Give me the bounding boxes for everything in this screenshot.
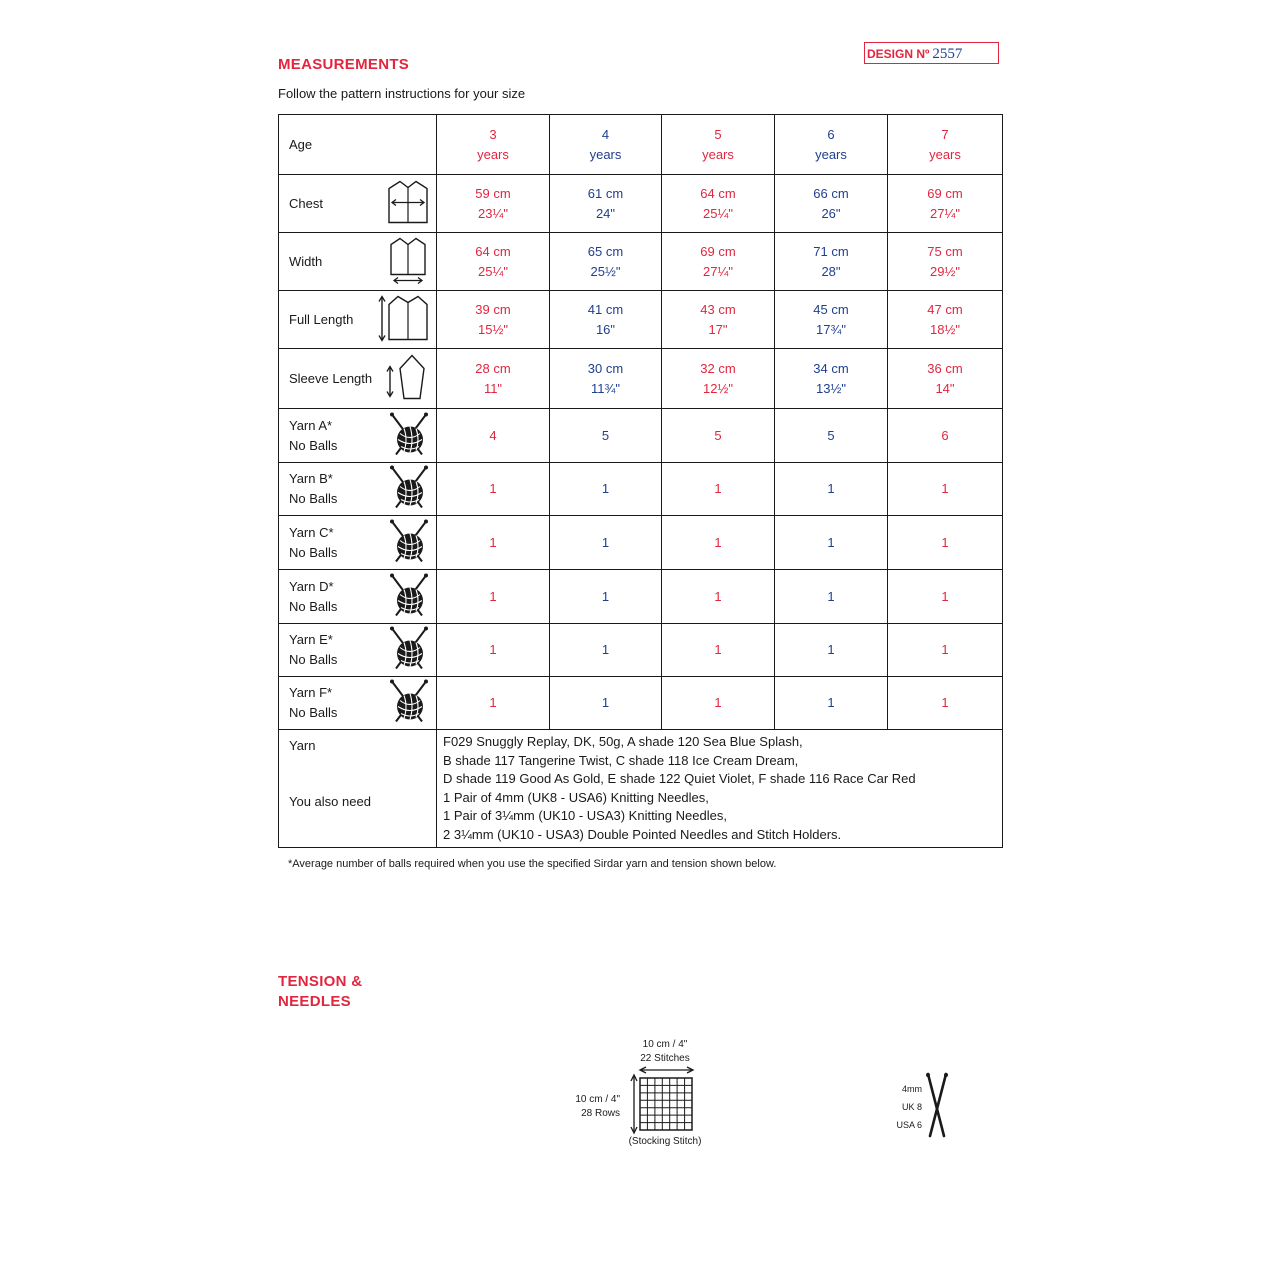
table-row — [279, 115, 1003, 175]
ball-count: 1 — [827, 642, 835, 657]
ball-count-cell — [662, 570, 775, 624]
yarn-name: Yarn A* — [289, 417, 333, 433]
yarn-label — [289, 416, 337, 456]
ball-count: 1 — [489, 642, 497, 657]
yarn-row — [279, 570, 1003, 624]
value-primary: 45 cm — [813, 301, 849, 317]
yarn-name: Yarn E* — [289, 632, 333, 647]
yarn-info-row — [279, 730, 1003, 848]
ball-count-cell — [662, 409, 775, 463]
yarn-label — [289, 683, 337, 723]
ball-count-cell — [662, 677, 775, 730]
value-primary: 41 cm — [587, 301, 624, 317]
swatch-stitches: 22 Stitches — [640, 1053, 690, 1064]
sleeve-length-icon — [384, 352, 430, 405]
row-label-cell — [279, 291, 437, 349]
ball-count-cell — [888, 677, 1003, 730]
value-primary: 36 cm — [927, 360, 963, 376]
value-secondary: 29½" — [930, 263, 960, 279]
ball-count: 1 — [714, 695, 722, 710]
ball-count-cell — [437, 409, 550, 463]
yarn-row — [279, 463, 1003, 516]
ball-count: 1 — [489, 534, 497, 550]
size-value-cell — [437, 233, 550, 291]
yarn-name: Yarn B* — [289, 471, 333, 486]
swatch-width: 10 cm / 4" — [642, 1039, 688, 1050]
size-value-cell — [662, 115, 775, 175]
size-value-cell — [437, 291, 550, 349]
ball-count: 6 — [941, 427, 949, 443]
size-value-cell — [888, 115, 1003, 175]
yarn-label-cell — [279, 624, 437, 677]
row-label: Chest — [289, 195, 323, 211]
size-value-cell — [437, 349, 550, 409]
ball-count-cell — [775, 516, 888, 570]
yarn-info-label-cell — [279, 730, 437, 848]
value-secondary: 27¼" — [930, 205, 960, 221]
table-row — [279, 233, 1003, 291]
yarn-info-line: D shade 119 Good As Gold, E shade 122 Quiet Violet, F shade 116 Race Car Red — [443, 771, 916, 786]
yarn-label — [289, 523, 337, 563]
value-secondary: 27¼" — [703, 263, 733, 279]
table-row — [279, 291, 1003, 349]
value-secondary: 14" — [935, 380, 955, 396]
page-title: MEASUREMENTS — [278, 56, 410, 73]
size-value-cell — [775, 115, 888, 175]
swatch-height: 10 cm / 4" — [575, 1094, 620, 1105]
value-secondary: 23¼" — [478, 205, 508, 221]
tension-swatch-grid-icon — [628, 1066, 698, 1136]
value-secondary: 12½" — [703, 380, 733, 396]
ball-count: 5 — [714, 427, 722, 443]
ball-count: 1 — [489, 481, 497, 496]
ball-count: 1 — [827, 534, 835, 550]
yarn-info-line: F029 Snuggly Replay, DK, 50g, A shade 120 Sea Blue Splash, — [443, 734, 803, 749]
measurements-table — [278, 114, 1003, 848]
also-need-label: You also need — [289, 794, 371, 809]
ball-count-cell — [888, 570, 1003, 624]
ball-count-cell — [550, 624, 662, 677]
yarn-info-line: B shade 117 Tangerine Twist, C shade 118 Ice Cream Dream, — [443, 752, 799, 768]
ball-count-cell — [775, 409, 888, 463]
tension-title-line1: TENSION & — [278, 973, 363, 990]
value-secondary: 13½" — [816, 380, 846, 396]
row-label: Age — [289, 136, 313, 152]
yarn-balls-label: No Balls — [289, 491, 338, 506]
value-secondary: 17¾" — [816, 321, 846, 337]
size-value-cell — [550, 349, 662, 409]
value-primary: 4 — [601, 126, 610, 142]
size-value-cell — [437, 175, 550, 233]
ball-count-cell — [550, 516, 662, 570]
ball-count: 1 — [714, 534, 722, 550]
yarn-info-text — [437, 730, 1003, 848]
value-primary: 39 cm — [475, 301, 511, 317]
ball-count: 1 — [714, 588, 722, 604]
size-value-cell — [662, 349, 775, 409]
yarn-label — [289, 577, 337, 617]
yarn-info-line: 1 Pair of 3¼mm (UK10 - USA3) Knitting Needles, — [443, 808, 727, 823]
ball-count: 1 — [714, 481, 722, 496]
swatch-rows: 28 Rows — [581, 1108, 620, 1119]
table-row — [279, 175, 1003, 233]
value-secondary: years — [815, 146, 847, 162]
ball-count-cell — [437, 463, 550, 516]
ball-count-cell — [775, 677, 888, 730]
value-primary: 65 cm — [587, 243, 624, 259]
cardigan-length-icon — [376, 293, 430, 346]
size-value-cell — [888, 291, 1003, 349]
ball-count-cell — [437, 624, 550, 677]
value-secondary: 26" — [821, 205, 841, 221]
ball-count-cell — [437, 677, 550, 730]
yarn-ball-icon — [388, 572, 430, 621]
ball-count-cell — [775, 624, 888, 677]
design-number-badge — [864, 42, 999, 64]
ball-count: 1 — [601, 481, 610, 496]
ball-count-cell — [550, 463, 662, 516]
yarn-label: Yarn — [289, 738, 316, 753]
yarn-row — [279, 516, 1003, 570]
row-label: Sleeve Length — [289, 370, 373, 386]
size-value-cell — [888, 349, 1003, 409]
page-subtitle: Follow the pattern instructions for your size — [278, 86, 526, 101]
value-primary: 64 cm — [700, 185, 736, 201]
yarn-label-cell — [279, 570, 437, 624]
size-value-cell — [550, 291, 662, 349]
ball-count-cell — [550, 409, 662, 463]
size-value-cell — [775, 233, 888, 291]
value-secondary: years — [702, 146, 734, 162]
needle-usa: USA 6 — [896, 1120, 922, 1130]
ball-count: 1 — [601, 695, 610, 710]
ball-count-cell — [550, 570, 662, 624]
ball-count-cell — [888, 624, 1003, 677]
value-secondary: 25¼" — [478, 263, 508, 279]
value-primary: 75 cm — [927, 243, 963, 259]
yarn-balls-label: No Balls — [289, 437, 338, 453]
ball-count: 5 — [827, 427, 835, 443]
ball-count: 1 — [941, 588, 949, 604]
value-secondary: years — [929, 146, 961, 162]
ball-count-cell — [437, 570, 550, 624]
ball-count: 1 — [941, 642, 949, 657]
ball-count-cell — [662, 624, 775, 677]
yarn-ball-icon — [388, 465, 430, 514]
yarn-ball-icon — [388, 411, 430, 460]
yarn-label-cell — [279, 677, 437, 730]
size-value-cell — [775, 175, 888, 233]
cardigan-width-icon — [386, 236, 430, 287]
ball-count-cell — [437, 516, 550, 570]
row-label-cell — [279, 175, 437, 233]
size-value-cell — [550, 175, 662, 233]
value-secondary: 17" — [708, 321, 728, 337]
value-secondary: 15½" — [478, 321, 508, 337]
value-primary: 59 cm — [475, 185, 511, 201]
ball-count-cell — [550, 677, 662, 730]
ball-count: 1 — [827, 481, 835, 496]
needle-size: 4mm — [902, 1084, 922, 1094]
yarn-ball-icon — [388, 626, 430, 675]
value-secondary: 24" — [595, 205, 616, 221]
yarn-info-line: 2 3¼mm (UK10 - USA3) Double Pointed Needles and Stitch Holders. — [443, 826, 842, 842]
size-value-cell — [662, 175, 775, 233]
size-value-cell — [550, 233, 662, 291]
value-primary: 71 cm — [813, 243, 849, 259]
ball-count-cell — [662, 463, 775, 516]
design-label: DESIGN Nº — [867, 47, 930, 61]
yarn-ball-icon — [388, 679, 430, 728]
table-row — [279, 349, 1003, 409]
size-value-cell — [775, 291, 888, 349]
value-primary: 7 — [941, 126, 949, 142]
value-primary: 28 cm — [475, 360, 511, 376]
value-secondary: years — [477, 146, 509, 162]
value-primary: 47 cm — [927, 301, 963, 317]
needle-uk: UK 8 — [901, 1102, 922, 1112]
size-value-cell — [888, 233, 1003, 291]
value-primary: 30 cm — [587, 360, 624, 376]
design-number: 2557 — [932, 46, 963, 62]
ball-count-cell — [775, 463, 888, 516]
value-primary: 69 cm — [700, 243, 736, 259]
ball-count-cell — [888, 463, 1003, 516]
size-value-cell — [437, 115, 550, 175]
value-primary: 32 cm — [700, 360, 736, 376]
yarn-name: Yarn D* — [289, 578, 334, 594]
ball-count: 1 — [941, 695, 949, 710]
value-primary: 6 — [827, 126, 835, 142]
value-primary: 61 cm — [587, 185, 624, 201]
knitting-needles-icon — [924, 1072, 950, 1140]
ball-count: 1 — [827, 588, 835, 604]
yarn-label — [289, 630, 337, 670]
ball-count: 1 — [601, 642, 610, 657]
ball-count: 1 — [714, 642, 722, 657]
value-primary: 69 cm — [927, 185, 963, 201]
value-secondary: 11" — [483, 380, 503, 396]
tension-title-line2: NEEDLES — [278, 993, 351, 1010]
row-label: Full Length — [289, 311, 354, 327]
yarn-balls-label: No Balls — [289, 705, 338, 720]
swatch-height-label — [560, 1093, 620, 1121]
ball-count: 1 — [941, 481, 949, 496]
ball-count: 1 — [601, 534, 610, 550]
ball-count: 1 — [489, 588, 497, 604]
row-label: Width — [289, 253, 323, 269]
ball-count: 5 — [601, 427, 610, 443]
ball-count: 1 — [601, 588, 610, 604]
size-value-cell — [888, 175, 1003, 233]
value-primary: 34 cm — [813, 360, 849, 376]
yarn-label-cell — [279, 516, 437, 570]
size-value-cell — [550, 115, 662, 175]
ball-count: 4 — [489, 427, 497, 443]
ball-count: 1 — [489, 695, 497, 710]
yarn-label-cell — [279, 463, 437, 516]
ball-count: 1 — [827, 695, 835, 710]
row-label-cell — [279, 115, 437, 175]
footnote: *Average number of balls required when you use the specified Sirdar yarn and tension shown below. — [288, 858, 777, 870]
yarn-row — [279, 409, 1003, 463]
value-primary: 43 cm — [700, 301, 736, 317]
row-label-cell — [279, 233, 437, 291]
yarn-balls-label: No Balls — [289, 544, 338, 560]
value-secondary: 16" — [595, 321, 616, 337]
yarn-balls-label: No Balls — [289, 598, 338, 614]
size-value-cell — [775, 349, 888, 409]
size-value-cell — [662, 291, 775, 349]
cardigan-chest-icon — [386, 178, 430, 229]
value-secondary: 25¼" — [703, 205, 733, 221]
row-label-cell — [279, 349, 437, 409]
yarn-label-cell — [279, 409, 437, 463]
size-value-cell — [662, 233, 775, 291]
yarn-row — [279, 624, 1003, 677]
ball-count-cell — [662, 516, 775, 570]
value-primary: 64 cm — [475, 243, 511, 259]
value-secondary: 18½" — [930, 321, 960, 337]
yarn-ball-icon — [388, 518, 430, 567]
needle-size-labels — [886, 1080, 922, 1134]
stitch-type: (Stocking Stitch) — [628, 1136, 702, 1147]
ball-count-cell — [775, 570, 888, 624]
tension-title — [278, 972, 362, 1012]
value-secondary: 11¾" — [591, 380, 620, 396]
yarn-label — [289, 469, 337, 509]
yarn-name: Yarn F* — [289, 685, 333, 700]
yarn-balls-label: No Balls — [289, 652, 338, 667]
swatch-width-label — [615, 1038, 715, 1066]
value-primary: 66 cm — [813, 185, 849, 201]
value-primary: 3 — [489, 126, 497, 142]
ball-count-cell — [888, 516, 1003, 570]
value-secondary: 28" — [821, 263, 841, 279]
value-primary: 5 — [714, 126, 722, 142]
value-secondary: years — [589, 146, 622, 162]
yarn-name: Yarn C* — [289, 524, 334, 540]
yarn-info-line: 1 Pair of 4mm (UK8 - USA6) Knitting Needles, — [443, 789, 709, 805]
value-secondary: 25½" — [590, 263, 621, 279]
ball-count-cell — [888, 409, 1003, 463]
ball-count: 1 — [941, 534, 949, 550]
yarn-row — [279, 677, 1003, 730]
